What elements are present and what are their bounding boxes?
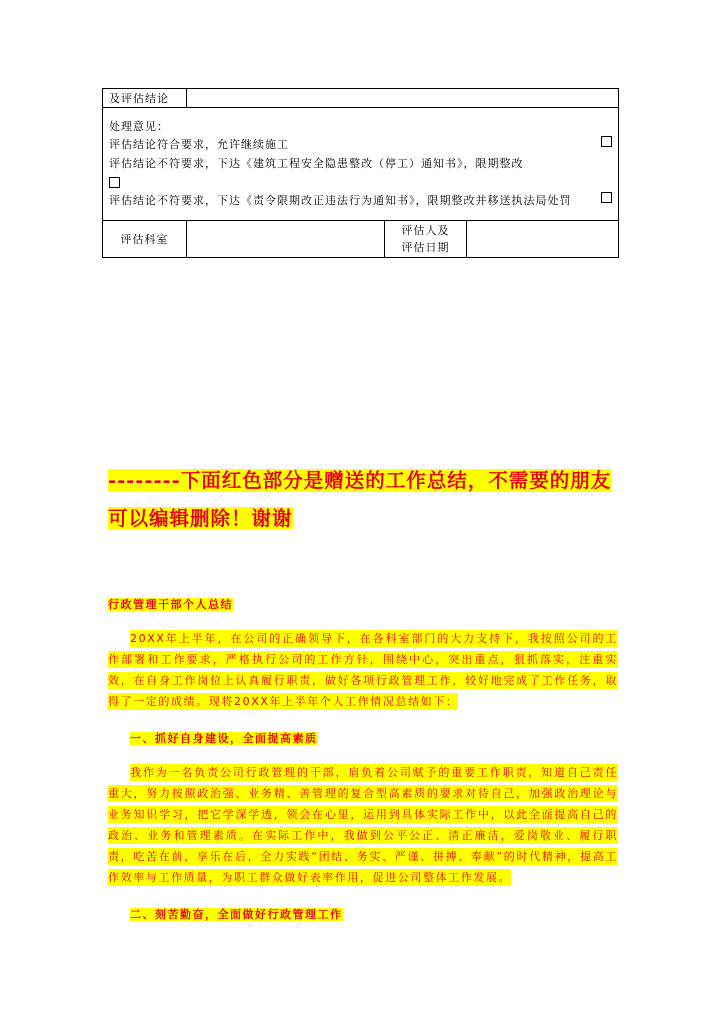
section-1-heading-text: 一、抓好自身建设，全面提高素质 (130, 732, 318, 745)
dept-label: 评估科室 (103, 221, 187, 258)
summary-title (108, 596, 233, 612)
summary-intro (108, 628, 618, 712)
dept-value-cell[interactable] (187, 221, 385, 258)
gift-notice-title (108, 462, 618, 538)
assessor-label-line2: 评估日期 (401, 241, 450, 254)
option-2-text: 评估结论不符要求，下达《建筑工程安全隐患整改（停工）通知书》，限期整改 (109, 156, 524, 170)
option-1-text: 评估结论符合要求，允许继续施工 (109, 138, 289, 152)
opinion-title: 处理意见： (109, 119, 169, 133)
section-2-heading (130, 906, 343, 922)
option-2-checkbox[interactable] (109, 177, 120, 188)
form-row-conclusion (103, 89, 619, 108)
assessor-label (385, 221, 467, 258)
option-2-line (109, 155, 612, 174)
section-1-body (108, 762, 618, 888)
conclusion-value-cell[interactable] (187, 89, 619, 108)
section-1-body-text: 我作为一名负责公司行政管理的干部，肩负着公司赋予的重要工作职责，知道自己责任重大，努力按照政治强、业务精、善管理的复合型高素质的要求对待自己，加强政治理论与业务知识学习，把它学深学透，领会在心里，运用到具体实际工作中，以此全面提高自己的政治、业务和管理素质。在实际工作中，我做到公平公正、清正廉洁，爱岗敬业、履行职责，吃苦在前，享乐在后，全力实践“团结、务实、严谨、拼搏、奉献”的时代精神，提高工作效率与工作质量，为职工群众做好表率作用，促进公司整体工作发展。 (108, 766, 618, 884)
conclusion-label: 及评估结论 (103, 89, 187, 108)
evaluation-form-table (102, 88, 619, 258)
form-row-opinion (103, 108, 619, 221)
summary-intro-text: 20XX年上半年，在公司的正确领导下，在各科室部门的大力支持下，我按照公司的工作部署和工作要求，严格执行公司的工作方针，围绕中心，突出重点，狠抓落实，注重实效，在自身工作岗位上认真履行职责，做好各项行政管理工作，较好地完成了工作任务，取得了一定的成绩。现将20XX年上半年个人工作情况总结如下： (108, 632, 618, 708)
option-1-checkbox[interactable] (601, 136, 612, 147)
form-row-assessor (103, 221, 619, 258)
section-1-heading (130, 730, 318, 746)
option-3-text: 评估结论不符要求，下达《责令限期改正违法行为通知书》，限期整改并移送执法局处罚 (109, 193, 572, 207)
option-3-line (109, 192, 612, 211)
option-1-line (109, 136, 612, 155)
opinion-cell (103, 108, 619, 221)
option-3-checkbox[interactable] (601, 192, 612, 203)
summary-title-text: 行政管理干部个人总结 (108, 598, 233, 611)
option-2-checkbox-line (109, 173, 612, 192)
assessor-value-cell[interactable] (467, 221, 619, 258)
gift-notice-text: --------下面红色部分是赠送的工作总结，不需要的朋友可以编辑删除！谢谢 (108, 469, 612, 530)
assessor-label-line1: 评估人及 (401, 224, 450, 237)
section-2-heading-text: 二、刻苦勤奋，全面做好行政管理工作 (130, 908, 343, 921)
